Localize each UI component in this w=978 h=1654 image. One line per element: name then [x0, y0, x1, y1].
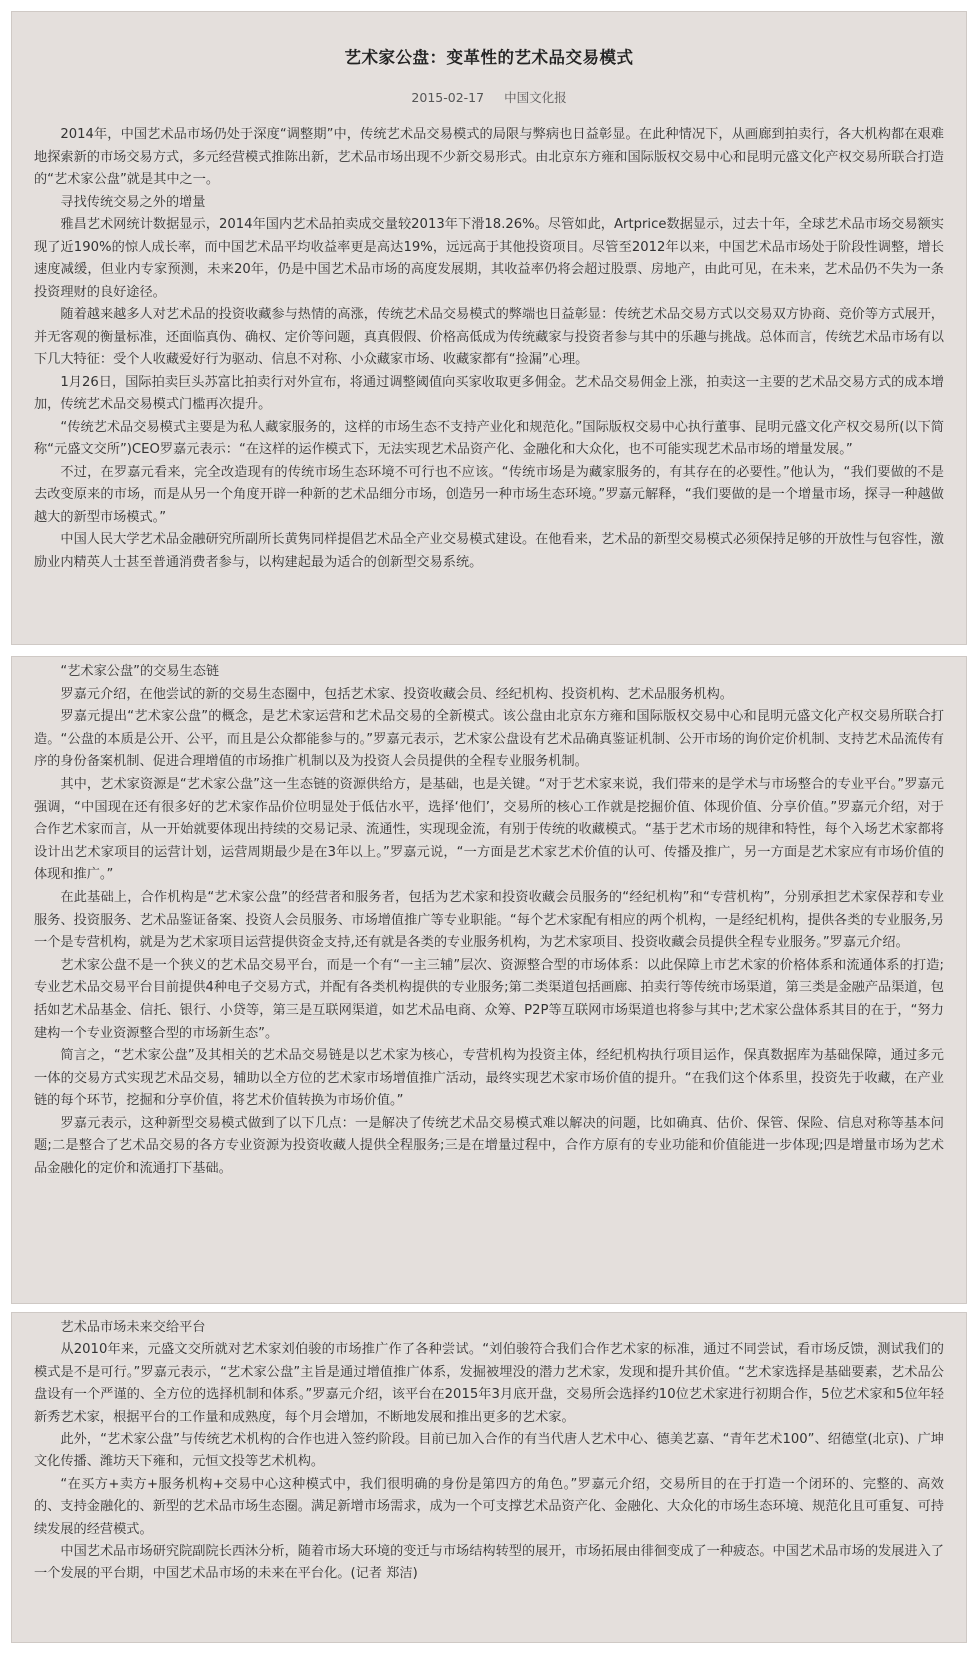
- article-source: 中国文化报: [504, 90, 567, 105]
- article-meta: [34, 88, 944, 106]
- paragraph: 不过，在罗嘉元看来，完全改造现有的传统市场生态环境不可行也不应该。“传统市场是为藏家服务的，有其存在的必要性。”他认为，“我们要做的不是去改变原来的市场，而是从另一个角度开辟一种新的艺术品细分市场，创造另一种市场生态环境。”罗嘉元解释，“我们要做的是一个增量市场，探寻一种越做越大的新型市场模式。”: [34, 464, 944, 525]
- paragraph: 简言之，“艺术家公盘”及其相关的艺术品交易链是以艺术家为核心，专营机构为投资主体，经纪机构执行项目运作，保真数据库为基础保障，通过多元一体的交易方式实现艺术品交易，辅助以全方位的艺术家市场增值推广活动，最终实现艺术家市场价值的提升。“在我们这个体系里，投资先于收藏，在产业链的每个环节，挖掘和分享价值，将艺术价值转换为市场价值。”: [34, 1048, 944, 1109]
- paragraph: 艺术家公盘不是一个狭义的艺术品交易平台，而是一个有“一主三辅”层次、资源整合型的市场体系：以此保障上市艺术家的价格体系和流通体系的打造;专业艺术品交易平台目前提供4种电子交易方式，并配有各类机构提供的专业服务;第二类渠道包括画廊、拍卖行等传统市场渠道，第三类是金融产品渠道，包括如艺术品基金、信托、银行、小贷等，第三是互联网渠道，如艺术品电商、众筹、P2P等互联网市场渠道也将参与其中;艺术家公盘体系其目的在于，“努力建构一个专业资源整合型的市场新生态”。: [34, 957, 944, 1041]
- paragraph: 从2010年来，元盛文交所就对艺术家刘伯骏的市场推广作了各种尝试。“刘伯骏符合我们合作艺术家的标准，通过不同尝试，看市场反馈，测试我们的模式是不是可行。”罗嘉元表示，“艺术家公盘”主旨是通过增值推广体系，发掘被埋没的潜力艺术家，发现和提升其价值。“艺术家选择是基础要素，艺术品公盘设有一个严谨的、全方位的选择机制和体系。”罗嘉元介绍，该平台在2015年3月底开盘，交易所会选择约10位艺术家进行初期合作，5位艺术家和5位年轻新秀艺术家，根据平台的工作量和成熟度，每个月会增加，不断地发展和推出更多的艺术家。: [34, 1342, 944, 1425]
- article-date: 2015-02-17: [411, 90, 485, 105]
- paragraph: 随着越来越多人对艺术品的投资收藏参与热情的高涨，传统艺术品交易模式的弊端也日益彰显：传统艺术品交易方式以交易双方协商、竞价等方式展开，并无客观的衡量标准，还面临真伪、确权、定价等问题，真真假假、价格高低成为传统藏家与投资者参与其中的乐趣与挑战。总体而言，传统艺术品市场有以下几大特征：受个人收藏爱好行为驱动、信息不对称、小众藏家市场、收藏家都有“捡漏”心理。: [34, 307, 944, 367]
- paragraph: 在此基础上，合作机构是“艺术家公盘”的经营者和服务者，包括为艺术家和投资收藏会员服务的“经纪机构”和“专营机构”，分别承担艺术家保荐和专业服务、投资服务、艺术品鉴证备案、投资人会员服务、市场增值推广等专业职能。“每个艺术家配有相应的两个机构，一是经纪机构，提供各类的专业服务,另一个是专营机构，就是为艺术家项目运营提供资金支持,还有就是各类的专业服务机构，为艺术家项目、投资收藏会员提供全程专业服务。”罗嘉元介绍。: [34, 889, 944, 951]
- article-panel-1: [11, 11, 967, 645]
- paragraph: 罗嘉元提出“艺术家公盘”的概念，是艺术家运营和艺术品交易的全新模式。该公盘由北京东方雍和国际版权交易中心和昆明元盛文化产权交易所联合打造。“公盘的本质是公开、公平，而且是公众都能参与的。”罗嘉元表示，艺术家公盘设有艺术品确真鉴证机制、公开市场的询价定价机制、支持艺术品流传有序的身份备案机制、促进合理增值的市场推广机制以及为投资人会员提供的全程专业服务机制。: [34, 709, 944, 770]
- article-panel-2: [11, 656, 967, 1304]
- paragraph: 中国人民大学艺术品金融研究所副所长黄隽同样提倡艺术品全产业交易模式建设。在他看来，艺术品的新型交易模式必须保持足够的开放性与包容性，激励业内精英人士甚至普通消费者参与，以构建起最为适合的创新型交易系统。: [34, 532, 944, 570]
- paragraph: “在买方+卖方+服务机构+交易中心这种模式中，我们很明确的身份是第四方的角色。”罗嘉元介绍，交易所目的在于打造一个闭环的、完整的、高效的、支持金融化的、新型的艺术品市场生态圈。满足新增市场需求，成为一个可支撑艺术品资产化、金融化、大众化的市场生态环境、规范化且可重复、可持续发展的经营模式。: [34, 1476, 944, 1537]
- section-heading: 寻找传统交易之外的增量: [60, 194, 206, 210]
- article-panel-3: [11, 1312, 967, 1643]
- paragraph: 中国艺术品市场研究院副院长西沐分析，随着市场大环境的变迁与市场结构转型的展开，市场拓展由徘徊变成了一种疲态。中国艺术品市场的发展进入了一个发展的平台期，中国艺术品市场的未来在平台化。(记者 郑洁): [34, 1544, 944, 1582]
- paragraph: “传统艺术品交易模式主要是为私人藏家服务的，这样的市场生态不支持产业化和规范化。”国际版权交易中心执行董事、昆明元盛文化产权交易所(以下简称“元盛文交所”)CEO罗嘉元表示：“在这样的运作模式下，无法实现艺术品资产化、金融化和大众化，也不可能实现艺术品市场的增量发展。”: [34, 419, 944, 457]
- section-heading: “艺术家公盘”的交易生态链: [60, 664, 220, 679]
- article-title: 艺术家公盘：变革性的艺术品交易模式: [344, 48, 634, 67]
- paragraph: 罗嘉元介绍，在他尝试的新的交易生态圈中，包括艺术家、投资收藏会员、经纪机构、投资机构、艺术品服务机构。: [60, 686, 733, 702]
- section-heading: 艺术品市场未来交给平台: [60, 1320, 206, 1335]
- paragraph: 雅昌艺术网统计数据显示，2014年国内艺术品拍卖成交量较2013年下滑18.26%。尽管如此，Artprice数据显示，过去十年，全球艺术品市场交易额实现了近190%的惊人成长率，而中国艺术品平均收益率更是高达19%，远远高于其他投资项目。尽管至2012年以来，中国艺术品市场处于阶段性调整，增长速度减缓，但业内专家预测，未来20年，仍是中国艺术品市场的高度发展期，其收益率仍将会超过股票、房地产，由此可见，在未来，艺术品仍不失为一条投资理财的良好途径。: [34, 217, 944, 300]
- paragraph: 1月26日，国际拍卖巨头苏富比拍卖行对外宣布，将通过调整阈值向买家收取更多佣金。艺术品交易佣金上涨，拍卖这一主要的艺术品交易方式的成本增加，传统艺术品交易模式门槛再次提升。: [34, 374, 944, 412]
- paragraph: 其中，艺术家资源是“艺术家公盘”这一生态链的资源供给方，是基础，也是关键。“对于艺术家来说，我们带来的是学术与市场整合的专业平台。”罗嘉元强调，“中国现在还有很多好的艺术家作品价位明显处于低估水平，选择‘他们’，交易所的核心工作就是挖掘价值、体现价值、分享价值。”罗嘉元介绍，对于合作艺术家而言，从一开始就要体现出持续的交易记录、流通性，实现现金流，有别于传统的收藏模式。“基于艺术市场的规律和特性，每个入场艺术家都将设计出艺术家项目的运营计划，运营周期最少是在3年以上。”罗嘉元说，“一方面是艺术家艺术价值的认可、传播及推广，另一方面是艺术家应有市场价值的体现和推广。”: [34, 776, 944, 883]
- paragraph: 此外，“艺术家公盘”与传统艺术机构的合作也进入签约阶段。目前已加入合作的有当代唐人艺术中心、德美艺嘉、“青年艺术100”、绍德堂(北京)、广坤文化传播、潍坊天下雍和，元恒文投等艺术机构。: [34, 1432, 944, 1470]
- paragraph: 罗嘉元表示，这种新型交易模式做到了以下几点：一是解决了传统艺术品交易模式难以解决的问题，比如确真、估价、保管、保险、信息对称等基本问题;二是整合了艺术品交易的各方专业资源为投资收藏人提供全程服务;三是在增量过程中，合作方原有的专业功能和价值能进一步体现;四是增量市场为艺术品金融化的定价和流通打下基础。: [34, 1115, 944, 1177]
- paragraph: 2014年，中国艺术品市场仍处于深度“调整期”中，传统艺术品交易模式的局限与弊病也日益彰显。在此种情况下，从画廊到拍卖行，各大机构都在艰难地探索新的市场交易方式，多元经营模式推陈出新，艺术品市场出现不少新交易形式。由北京东方雍和国际版权交易中心和昆明元盛文化产权交易所联合打造的“艺术家公盘”就是其中之一。: [34, 127, 944, 187]
